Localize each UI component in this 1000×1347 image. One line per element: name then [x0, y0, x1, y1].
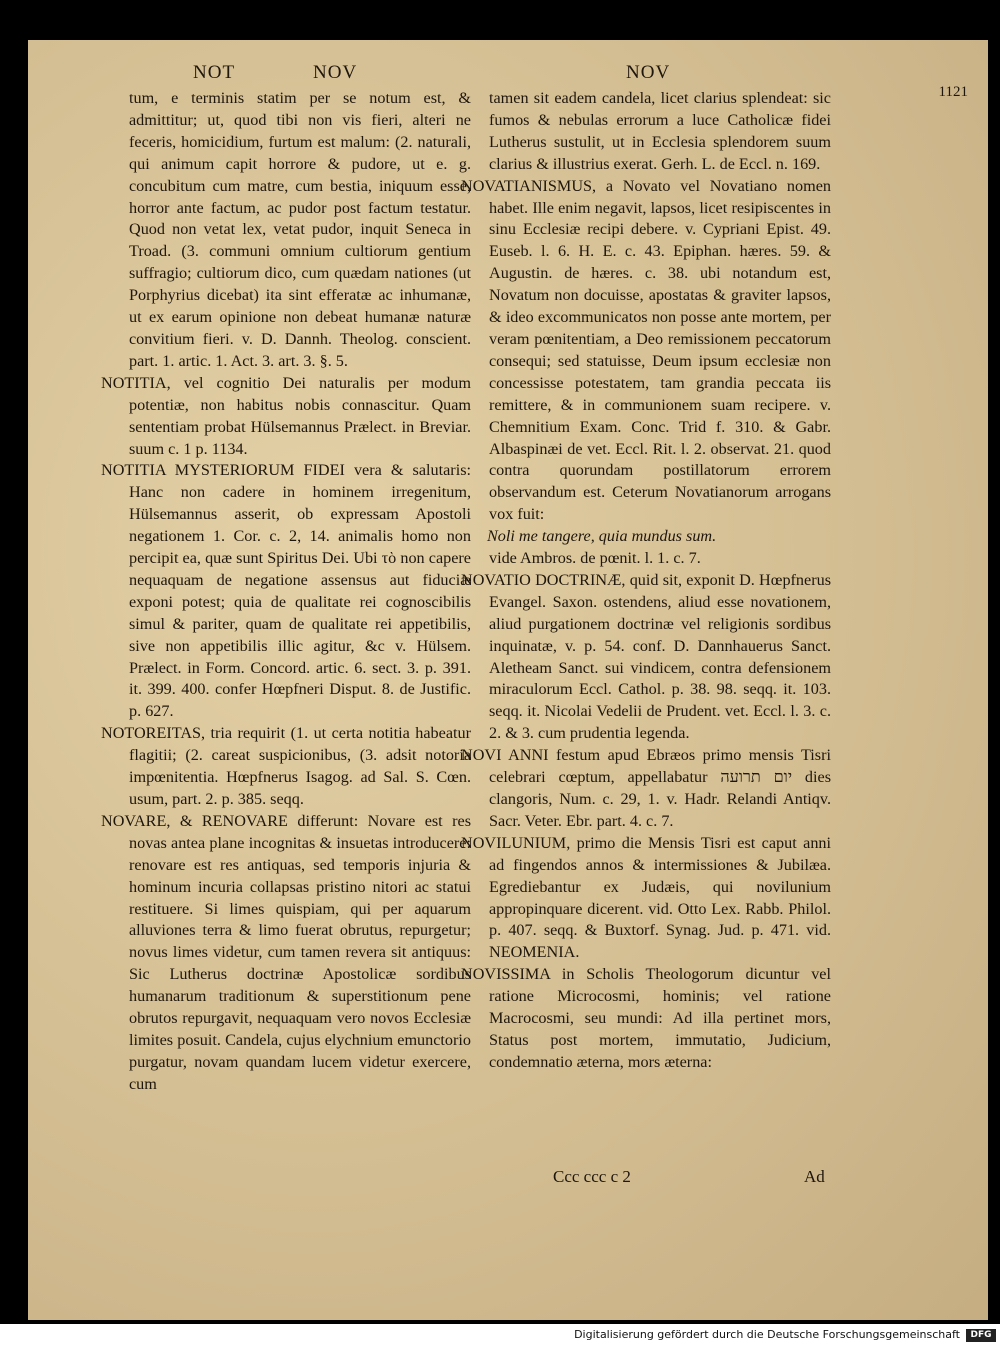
entry-paragraph: tum, e terminis statim per se notum est, & admittitur; ut, quod tibi non vis fieri, alteri ne feceris, homicidium, furtum est malum: (2. naturali, qui animum capit horrore & pudore, ut e. g. concubitum cum matre, cum bestia, iniquum esse, horror ante factum, ac pudor post factum testatur. Quod non vetat lex, vetat pudor, inquit Seneca in Troad. (3. communi omnium cultiorum gentium suffragio; cultiorum dico, cum quædam nationes (ut Porphyrius dicebat) ita sint efferatæ ac inhumanæ, ut ex earum opinione non debeat humanæ naturæ convitium fieri. v. D. Dannh. Theolog. conscient. part. 1. artic. 1. Act. 3. art. 3. §. 5.: [129, 89, 471, 370]
entry-paragraph: NOVATIANISMUS, a Novato vel Novatiano nomen habet. Ille enim negavit, lapsos, licet resipiscentes in sinu Ecclesiæ recipi debere. v. Cypriani Epist. 49. Euseb. l. 6. H. E. c. 43. Epiphan. hæres. 59. & Augustin. de hæres. c. 38. ubi notandum est, Novatum non docuisse, apostatas & graviter lapsos, & ideo excommunicatos non posse ante mortem, per veram pœnitentiam, a Deo remissionem peccatorum consequi; sed statuisse, Deum ipsum ecclesiæ non concessisse potestatem, tam grandia peccata iis remittere, & in communionem suam recipere. v. Chemnitium Exam. Conc. Trid f. 310. & Gabr. Albaspinæi de vet. Eccl. Rit. l. 2. observat. 21. quod contra quorundam postillatorum errorem observandum est. Ceterum Novatianorum arrogans vox fuit:: [461, 176, 831, 524]
entry-paragraph: NOVATIO DOCTRINÆ, quid sit, exponit D. Hœpfnerus Evangel. Saxon. ostendens, aliud esse novationem, aliud purgationem doctrinæ vel religionis sordibus inquinatæ, v. p. 54. conf. D. Dannhauerus Sanct. Aletheam Sanct. sui vindicem, contra defensionem miraculorum Eccl. Cathol. p. 38. 98. seqq. it. 103. seqq. it. Nicolai Vedelii de Prudent. vet. Eccl. l. 3. c. 2. & 3. cum prudentia legenda.: [461, 570, 831, 743]
entry-paragraph: vide Ambros. de pœnit. l. 1. c. 7.: [489, 549, 701, 568]
signature-mark: Ccc ccc c 2: [553, 1167, 631, 1186]
left-column: [101, 88, 471, 1096]
entry-paragraph: NOTITIA, vel cognitio Dei naturalis per modum potentiæ, non habitus nobis connascitur. Quam sententiam probat Hülsemannus Prælect. in Breviar. suum c. 1 p. 1134.: [101, 373, 471, 458]
catchword: Ad: [804, 1167, 825, 1186]
scanned-page: [28, 40, 988, 1320]
entry-paragraph: NOTITIA MYSTERIORUM FIDEI vera & salutaris: Hanc non cadere in hominem irregenitum, Hülsemannus asserit, ob expressam Apostoli negationem 1. Cor. c. 2, 14. animalis homo non percipit ea, quæ sunt Spiritus Dei. Ubi τὸ non capere nequaquam de negatione assensus aut fiduciæ exponi potest; quia de qualitate rei cognoscibilis simul & pariter, quam de qualitate rei appetibilis, sive non appetibilis illic agitur, &c v. Hülsem. Prælect. in Form. Concord. artic. 6. sect. 3. p. 391. it. 399. 400. confer Hœpfneri Disput. 8. de Justific. p. 627.: [101, 461, 471, 721]
entry-paragraph: NOVISSIMA in Scholis Theologorum dicuntur vel ratione Microcosmi, hominis; vel ratione Macrocosmi, seu mundi: Ad illa pertinet mors, Status post mortem, immutatio, Judicium, condemnatio æterna, mors æterna:: [461, 965, 831, 1071]
entry-paragraph: tamen sit eadem candela, licet clarius splendeat: sic fumos & nebulas errorum a luce Catholicæ fidei Lutherus sustulit, ut in Ecclesia splendorem suum clarius & illustrius exerat. Gerh. L. de Eccl. n. 169.: [489, 89, 831, 173]
entry-paragraph: NOVILUNIUM, primo die Mensis Tisri est caput anni ad fingendos annos & intermissiones & Jubilæa. Egrediebantur ex Judæis, qui novilunium appropinquare dicerent. vid. Otto Lex. Rabb. Philol. p. 407. seqq. & Buxtorf. Synag. Jud. p. 471. vid. NEOMENIA.: [461, 833, 831, 962]
right-column: [461, 88, 831, 1074]
entry-paragraph: NOVI ANNI festum apud Ebræos primo mensis Tisri celebrari cœptum, appellabatur יום תרועה dies clangoris, Num. c. 29, 1. v. Hadr. Relandi Antiqv. Sacr. Veter. Ebr. part. 4. c. 7.: [461, 746, 831, 830]
digitization-footer: [0, 1324, 1000, 1347]
running-head-left-2: NOV: [313, 62, 358, 83]
entry-paragraph: NOTOREITAS, tria requirit (1. ut certa notitia habeatur flagitii; (2. careat suspicionibus, (3. adsit notoria impœnitentia. Hœpfnerus Isagog. ad Sal. S. Cœn. usum, part. 2. p. 385. seqq.: [101, 724, 471, 808]
footer-credit: Digitalisierung gefördert durch die Deutsche Forschungsgemeinschaft: [574, 1328, 960, 1341]
entry-paragraph: NOVARE, & RENOVARE differunt: Novare est res novas antea plane incognitas & insuetas introducere: renovare est res antiquas, sed temporis injuria & hominum incuria collapsas pristino nitori ac statui restituere. Si limes quispiam, qui per aquarum alluviones terra & limo fuerat obrutus, repurgetur; novus limes videtur, cum tamen revera sit antiquus: Sic Lutherus doctrinæ Apostolicæ sordibus humanarum traditionum & superstitionum pene obrutos repurgavit, nequaquam vero novos Ecclesiæ limites posuit. Candela, cujus elychnium emunctorio purgatur, novam quandam lucem videtur exercere, cum: [101, 811, 471, 1093]
running-head-left: NOT: [193, 62, 236, 83]
running-head-right: NOV: [626, 62, 671, 83]
entry-paragraph: Noli me tangere, quia mundus sum.: [487, 527, 717, 546]
page-number: 1121: [938, 84, 968, 100]
dfg-logo: DFG: [966, 1329, 996, 1342]
